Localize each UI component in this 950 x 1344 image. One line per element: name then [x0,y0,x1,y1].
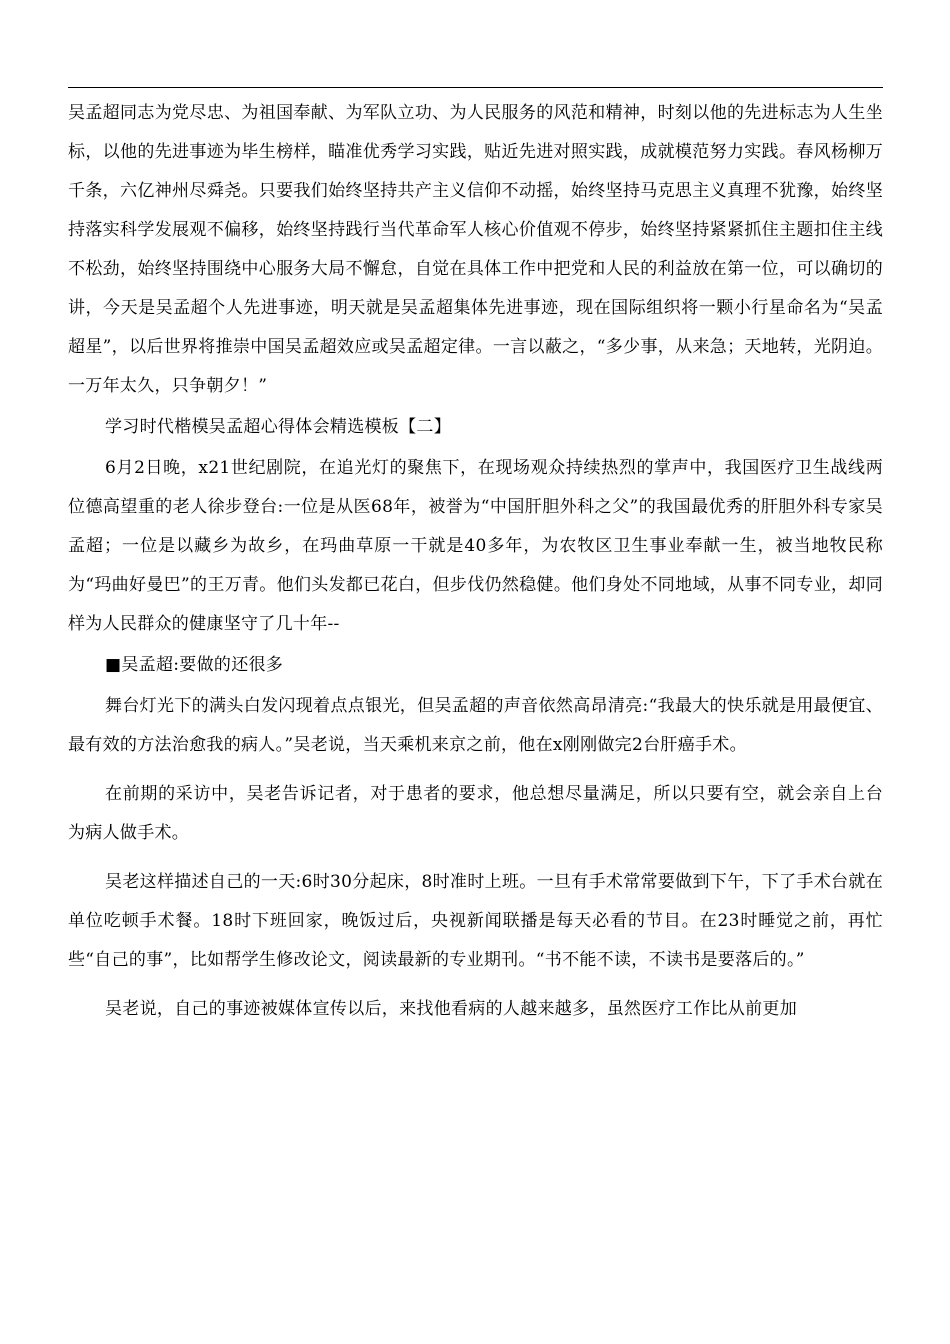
paragraph: 在前期的采访中，吴老告诉记者，对于患者的要求，他总想尽量满足，所以只要有空，就会亲自上台为病人做手术。 [68,784,883,843]
paragraph: 吴老说，自己的事迹被媒体宣传以后，来找他看病的人越来越多，虽然医疗工作比从前更加 [105,999,797,1019]
header-rule [68,87,883,88]
section-heading: 学习时代楷模吴孟超心得体会精选模板【二】 [105,417,451,437]
paragraph: 6月2日晚，x21世纪剧院，在追光灯的聚焦下，在现场观众持续热烈的掌声中，我国医疗卫生战线两位德高望重的老人徐步登台:一位是从医68年，被誉为“中国肝胆外科之父”的我国最优秀的肝胆外科专家吴孟超；一位是以藏乡为故乡，在玛曲草原一干就是40多年，为农牧区卫生事业奉献一生，被当地牧民称为“玛曲好曼巴”的王万青。他们头发都已花白，但步伐仍然稳健。他们身处不同地域，从事不同专业，却同样为人民群众的健康坚守了几十年-- [68,458,883,634]
document-body [68,94,883,1029]
paragraph-continuation: 吴孟超同志为党尽忠、为祖国奉献、为军队立功、为人民服务的风范和精神，时刻以他的先进标志为人生坐标，以他的先进事迹为毕生榜样，瞄准优秀学习实践，贴近先进对照实践，成就模范努力实践。春风杨柳万千条，六亿神州尽舜尧。只要我们始终坚持共产主义信仰不动摇，始终坚持马克思主义真理不犹豫，始终坚持落实科学发展观不偏移，始终坚持践行当代革命军人核心价值观不停步，始终坚持紧紧抓住主题扣住主线不松劲，始终坚持围绕中心服务大局不懈怠，自觉在具体工作中把党和人民的利益放在第一位，可以确切的讲，今天是吴孟超个人先进事迹，明天就是吴孟超集体先进事迹，现在国际组织将一颗小行星命名为“吴孟超星”，以后世界将推崇中国吴孟超效应或吴孟超定律。一言以蔽之，“多少事，从来急；天地转，光阴迫。一万年太久，只争朝夕！” [68,103,883,396]
paragraph: 吴老这样描述自己的一天:6时30分起床，8时准时上班。一旦有手术常常要做到下午，下了手术台就在单位吃顿手术餐。18时下班回家，晚饭过后，央视新闻联播是每天必看的节目。在23时睡觉之前，再忙些“自己的事”，比如帮学生修改论文，阅读最新的专业期刊。“书不能不读，不读书是要落后的。” [68,872,883,970]
subheading: ■吴孟超:要做的还很多 [105,655,284,675]
paragraph: 舞台灯光下的满头白发闪现着点点银光，但吴孟超的声音依然高昂清亮:“我最大的快乐就是用最便宜、最有效的方法治愈我的病人。”吴老说，当天乘机来京之前，他在x刚刚做完2台肝癌手术。 [68,696,883,755]
